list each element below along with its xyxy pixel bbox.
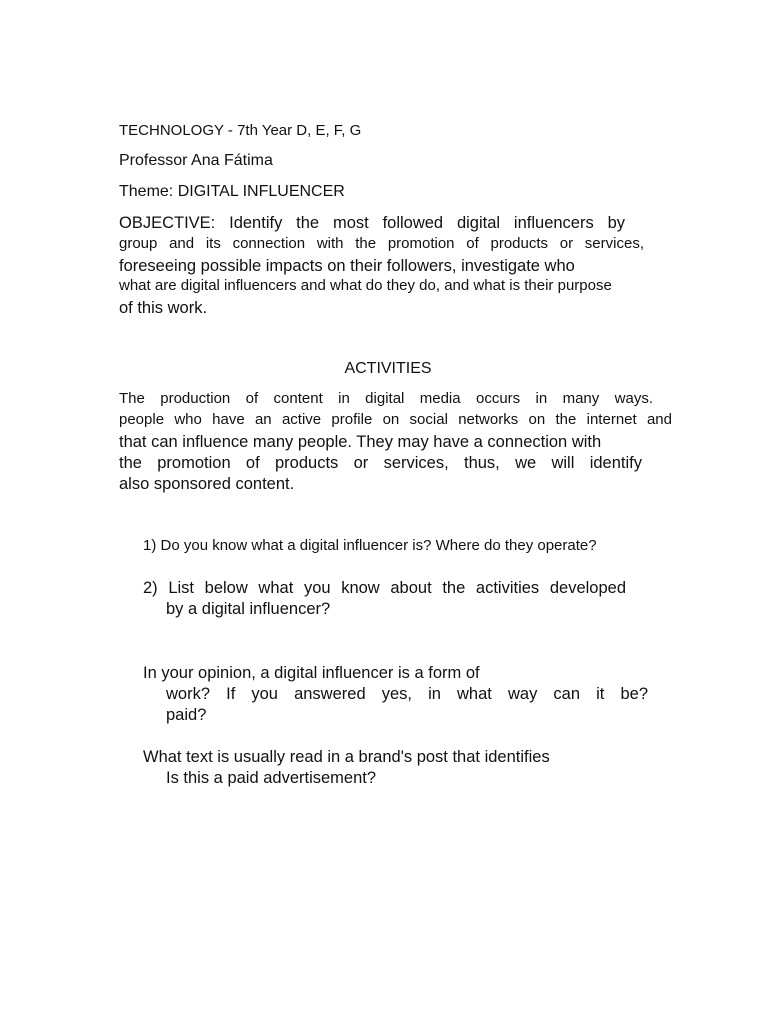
objective-line-2: group and its connection with the promotion of products or services, (119, 235, 644, 252)
question-4-line-1: What text is usually read in a brand's post that identifies (143, 748, 550, 766)
intro-line-2: people who have an active profile on social networks on the internet and (119, 411, 672, 428)
question-4-line-2: Is this a paid advertisement? (166, 769, 377, 787)
intro-line-4: the promotion of products or services, thus, we will identify (119, 454, 642, 472)
intro-line-3: that can influence many people. They may have a connection with (119, 433, 602, 451)
theme-line: Theme: DIGITAL INFLUENCER (119, 183, 345, 200)
question-3-line-1: In your opinion, a digital influencer is a form of (143, 664, 480, 682)
objective-line-1: OBJECTIVE: Identify the most followed digital influencers by (119, 214, 625, 232)
objective-line-3: foreseeing possible impacts on their followers, investigate who (119, 257, 575, 275)
question-2-line-1: 2) List below what you know about the activities developed (143, 579, 626, 597)
intro-line-5: also sponsored content. (119, 475, 295, 493)
question-3-line-2: work? If you answered yes, in what way can it be? (166, 685, 648, 703)
professor-line: Professor Ana Fátima (119, 152, 273, 169)
activities-heading: ACTIVITIES (344, 360, 432, 377)
objective-line-4: what are digital influencers and what do they do, and what is their purpose (119, 277, 612, 294)
course-line: TECHNOLOGY - 7th Year D, E, F, G (119, 122, 362, 139)
question-1: 1) Do you know what a digital influencer is? Where do they operate? (143, 537, 597, 554)
question-2-line-2: by a digital influencer? (166, 600, 331, 618)
question-3-line-3: paid? (166, 706, 207, 724)
objective-line-5: of this work. (119, 299, 208, 317)
intro-line-1: The production of content in digital media occurs in many ways. (119, 390, 653, 407)
